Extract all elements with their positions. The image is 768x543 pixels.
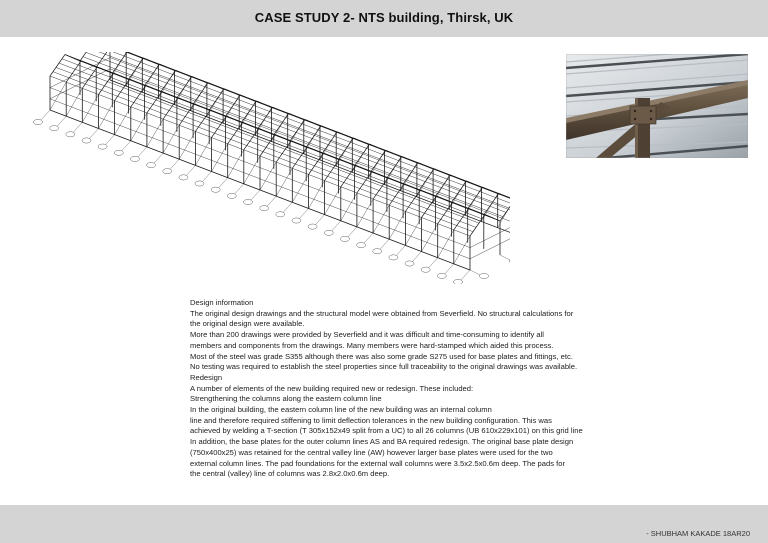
- body-text-line: members and components from the drawings. Many members were hard-stamped which aided this process.: [190, 340, 554, 350]
- body-text-line: (750x400x25) was retained for the central valley line (AW) however larger base plates were used for the two: [190, 447, 553, 457]
- page-title: CASE STUDY 2- NTS building, Thirsk, UK: [254, 10, 514, 25]
- body-text-line: No testing was required to establish the steel properties since full traceability to the original drawings was available.: [190, 362, 578, 372]
- body-text-line: In the original building, the eastern column line of the new building was an internal column: [190, 405, 492, 415]
- steel-beam-connection-photo: [566, 54, 748, 158]
- body-text-line: Most of the steel was grade S355 although there was also some grade S275 used for base plates and fittings, etc.: [190, 351, 573, 361]
- design-information-text: [190, 298, 620, 480]
- body-text-line: achieved by welding a T-section (T 305x152x49 split from a UC) to all 26 columns (UB 610x229x101) on this grid line: [190, 426, 583, 436]
- body-text-line: the central (valley) line of columns was 2.8x2.0x0.6m deep.: [190, 469, 390, 479]
- body-text-line: line and therefore required stiffening to limit deflection tolerances in the new building configuration. This was: [190, 415, 552, 425]
- body-text-line: A number of elements of the new building required new or redesign. These included:: [190, 383, 474, 393]
- body-text-line: the original design were available.: [190, 319, 305, 329]
- author-credit: - SHUBHAM KAKADE 18AR20: [646, 529, 750, 538]
- body-text-line: More than 200 drawings were provided by Severfield and it was difficult and time-consuming to identify all: [190, 330, 544, 340]
- steel-frame-3d-model: [14, 52, 510, 284]
- body-text-line: The original design drawings and the structural model were obtained from Severfield. No structural calculations for: [190, 308, 574, 318]
- body-text-line: Redesign: [190, 372, 223, 382]
- body-text-line: external column lines. The pad foundations for the external wall columns were 3.5x2.5x0.6m deep. The pads for: [190, 458, 565, 468]
- body-text-line: Strengthening the columns along the eastern column line: [190, 394, 382, 404]
- body-text-line: Design information: [190, 298, 254, 307]
- body-text-line: In addition, the base plates for the outer column lines AS and BA required redesign. The original base plate design: [190, 437, 574, 447]
